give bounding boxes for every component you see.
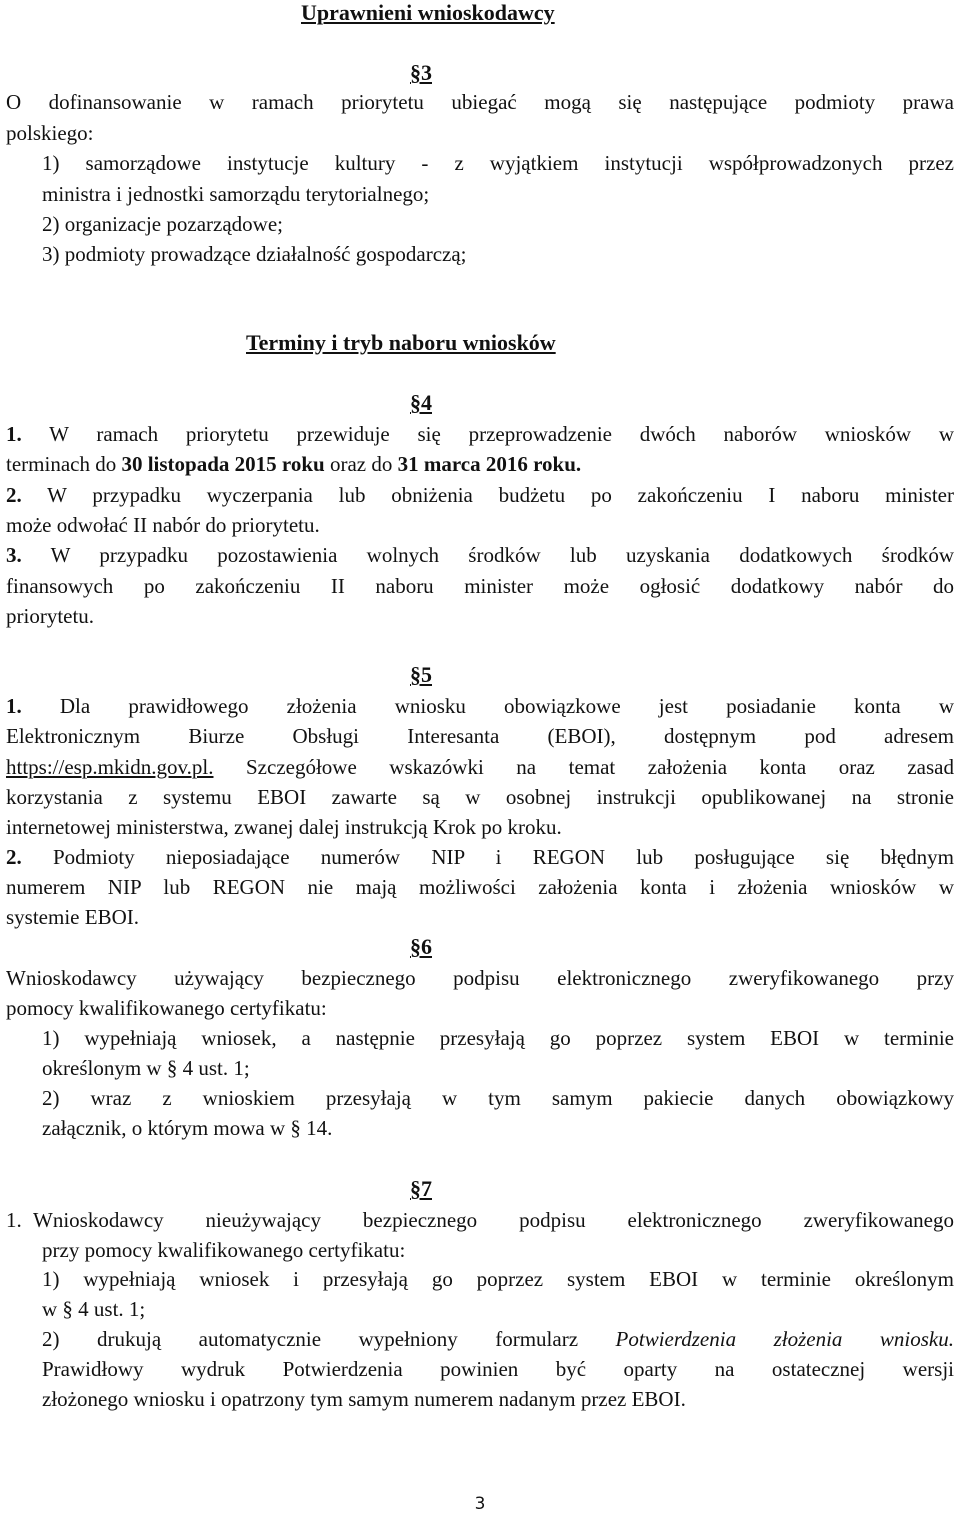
paragraph-number: 5: [421, 662, 432, 687]
text-line: [6, 844, 954, 870]
page-number: 3: [474, 1494, 486, 1514]
text-span: W przypadku pozostawienia wolnych środków lub uzyskania dodatkowych środków: [50, 543, 954, 567]
paragraph-number: 4: [421, 390, 432, 415]
section-heading-applicants: Uprawnieni wnioskodawcy: [301, 0, 555, 25]
list-item: złożonego wniosku i opatrzony tym samym numerem nadanym przez EBOI.: [42, 1387, 686, 1411]
item-number: 1.: [6, 422, 22, 446]
text-span: W przypadku wyczerpania lub obniżenia budżetu po zakończeniu I naboru minister: [47, 483, 954, 507]
paragraph-mark-5: §5: [410, 662, 432, 687]
text-line: pomocy kwalifikowanego certyfikatu:: [6, 996, 327, 1020]
section-heading-deadlines: Terminy i tryb naboru wniosków: [246, 330, 556, 355]
item-number: [6, 1207, 22, 1233]
paragraph-number: 6: [421, 934, 432, 959]
list-item: 1) wypełniają wniosek i przesyłają go poprzez system EBOI w terminie określonym: [42, 1267, 954, 1291]
paragraph-mark-7: §7: [410, 1176, 432, 1201]
date-text: 31 marca 2016 roku.: [397, 452, 582, 476]
text-line: priorytetu.: [6, 604, 95, 628]
text-line: [6, 421, 954, 447]
text-line: [6, 693, 954, 719]
list-item: [42, 1326, 954, 1352]
list-item: 1) samorządowe instytucje kultury - z wyjątkiem instytucji współprowadzonych przez: [42, 151, 954, 175]
text-line: O dofinansowanie w ramach priorytetu ubiegać mogą się następujące podmioty prawa: [6, 90, 954, 114]
item-number: 3.: [6, 543, 22, 567]
list-item: Prawidłowy wydruk Potwierdzenia powinien być oparty na ostatecznej wersji: [42, 1357, 954, 1381]
text-line: Elektronicznym Biurze Obsługi Interesanta (EBOI), dostępnym pod adresem: [6, 724, 954, 748]
list-item: 2) wraz z wnioskiem przesyłają w tym samym pakiecie danych obowiązkowy: [42, 1086, 954, 1110]
item-number: 2.: [6, 483, 22, 507]
paragraph-number: 7: [421, 1176, 432, 1201]
paragraph-number: 3: [421, 60, 432, 85]
text-span: Dla prawidłowego złożenia wniosku obowiązkowe jest posiadanie konta w: [59, 694, 954, 718]
text-line: Wnioskodawcy używający bezpiecznego podpisu elektronicznego zweryfikowanego przy: [6, 966, 954, 990]
text-span: W ramach priorytetu przewiduje się przeprowadzenie dwóch naborów wniosków w: [49, 422, 955, 446]
text-line: [6, 754, 954, 780]
text-line: przy pomocy kwalifikowanego certyfikatu:: [42, 1238, 406, 1262]
paragraph-mark-3: §3: [410, 60, 432, 85]
text-line: numerem NIP lub REGON nie mają możliwości założenia konta i złożenia wniosków w: [6, 875, 954, 899]
text-line: finansowych po zakończeniu II naboru minister może ogłosić dodatkowy nabór do: [6, 574, 954, 598]
list-item: załącznik, o którym mowa w § 14.: [42, 1116, 333, 1140]
list-item: w § 4 ust. 1;: [42, 1297, 146, 1321]
text-line: korzystania z systemu EBOI zawarte są w osobnej instrukcji opublikowanej na stronie: [6, 785, 954, 809]
date-text: 30 listopada 2015 roku: [121, 452, 325, 476]
text-line: systemie EBOI.: [6, 905, 139, 929]
paragraph-mark-4: §4: [410, 390, 432, 415]
list-item: 2) organizacje pozarządowe;: [42, 212, 283, 236]
url-link[interactable]: https://esp.mkidn.gov.pl.: [6, 755, 214, 779]
list-item: określonym w § 4 ust. 1;: [42, 1056, 250, 1080]
italic-title: Potwierdzenia złożenia wniosku.: [615, 1327, 954, 1351]
text-line: Wnioskodawcy nieużywający bezpiecznego podpisu elektronicznego zweryfikowanego: [33, 1208, 954, 1232]
text-span: Podmioty nieposiadające numerów NIP i REGON lub posługujące się błędnym: [53, 845, 954, 869]
text-span: terminach do: [6, 452, 117, 476]
text-span: Szczegółowe wskazówki na temat założenia konta oraz zasad: [246, 755, 954, 779]
text-line: może odwołać II nabór do priorytetu.: [6, 513, 320, 537]
text-line: [6, 542, 954, 568]
text-line: polskiego:: [6, 121, 94, 145]
text-span: oraz do: [329, 452, 393, 476]
item-number: 2.: [6, 845, 22, 869]
paragraph-mark-6: §6: [410, 934, 432, 959]
list-item: 1) wypełniają wniosek, a następnie przesyłają go poprzez system EBOI w terminie: [42, 1026, 954, 1050]
item-number-label: 1.: [6, 1208, 22, 1232]
list-item: ministra i jednostki samorządu terytorialnego;: [42, 182, 430, 206]
text-line: internetowej ministerstwa, zwanej dalej instrukcją Krok po kroku.: [6, 815, 562, 839]
text-span: 2) drukują automatycznie wypełniony formularz: [42, 1327, 579, 1351]
item-number: 1.: [6, 694, 22, 718]
list-item: 3) podmioty prowadzące działalność gospodarczą;: [42, 242, 467, 266]
text-line: [6, 482, 954, 508]
text-line: [6, 451, 581, 477]
